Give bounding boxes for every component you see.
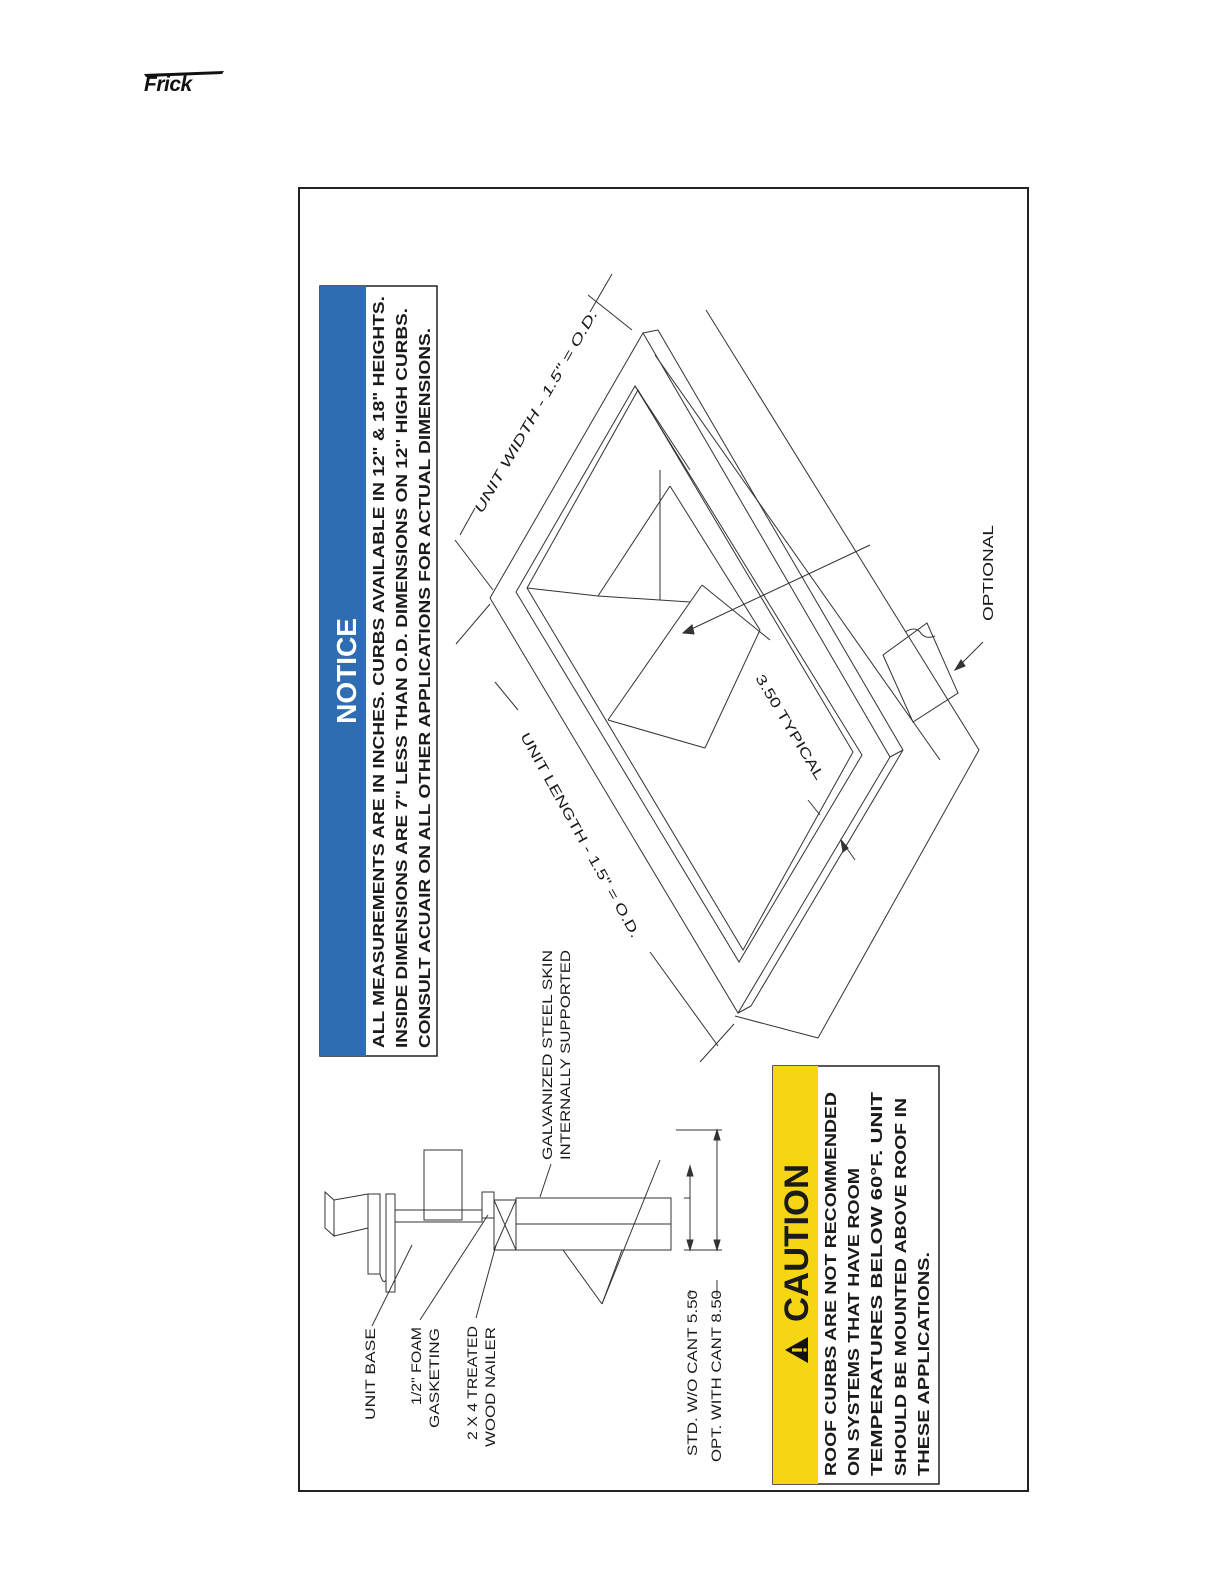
unit-base-label: UNIT BASE [362, 1346, 378, 1420]
foam-label-2: GASKETING [426, 1346, 442, 1428]
galvanized-label-1: GALVANIZED STEEL SKIN [539, 989, 555, 1160]
frick-logo: Frick [144, 73, 192, 96]
notice-line-2: INSIDE DIMENSIONS ARE 7" LESS THAN O.D. DIMENSIONS ON 12" HIGH CURBS. [394, 443, 411, 1048]
caution-line-1: ROOF CURBS ARE NOT RECOMMENDED [823, 1159, 840, 1476]
notice-line-3: CONSULT ACUAIR ON ALL OTHER APPLICATIONS FOR ACTUAL DIMENSIONS. [417, 461, 434, 1048]
unit-width-label: UNIT WIDTH - 1.5" = O.D. [470, 365, 567, 516]
optional-label: OPTIONAL [980, 545, 997, 621]
caution-line-5: THESE APPLICATIONS. [916, 1296, 933, 1476]
foam-label-1: 1/2" FOAM [408, 1336, 424, 1405]
caution-line-2: ON SYSTEMS THAT HAVE ROOM [846, 1223, 863, 1476]
notice-line-1: ALL MEASUREMENTS ARE IN INCHES. CURBS AVAILABLE IN 12" & 18" HEIGHTS. [371, 438, 388, 1048]
std-label: STD. W/O CANT 5.50 [684, 1319, 700, 1456]
curb-isometric [490, 310, 979, 1038]
notice-title: NOTICE [331, 618, 362, 724]
unit-length-label: UNIT LENGTH - 1.5" = O.D. [517, 729, 617, 891]
typical-label: 3.50 TYPICAL [752, 671, 813, 757]
opt-label: OPT. WITH CANT 8.50 [708, 1318, 724, 1462]
dimension-lines [455, 274, 983, 1062]
notice-box [320, 286, 437, 1056]
caution-title: CAUTION [778, 1167, 816, 1322]
galvanized-label-2: INTERNALLY SUPPORTED [557, 984, 573, 1160]
curb-section-detail [325, 1130, 722, 1326]
nailer-label-2: WOOD NAILER [482, 1347, 498, 1447]
caution-line-4: SHOULD BE MOUNTED ABOVE ROOF IN [893, 1164, 910, 1476]
nailer-label-1: 2 X 4 TREATED [464, 1339, 480, 1440]
caution-box [773, 1066, 939, 1484]
caution-line-3: TEMPERATURES BELOW 60°F. UNIT [869, 1197, 886, 1476]
